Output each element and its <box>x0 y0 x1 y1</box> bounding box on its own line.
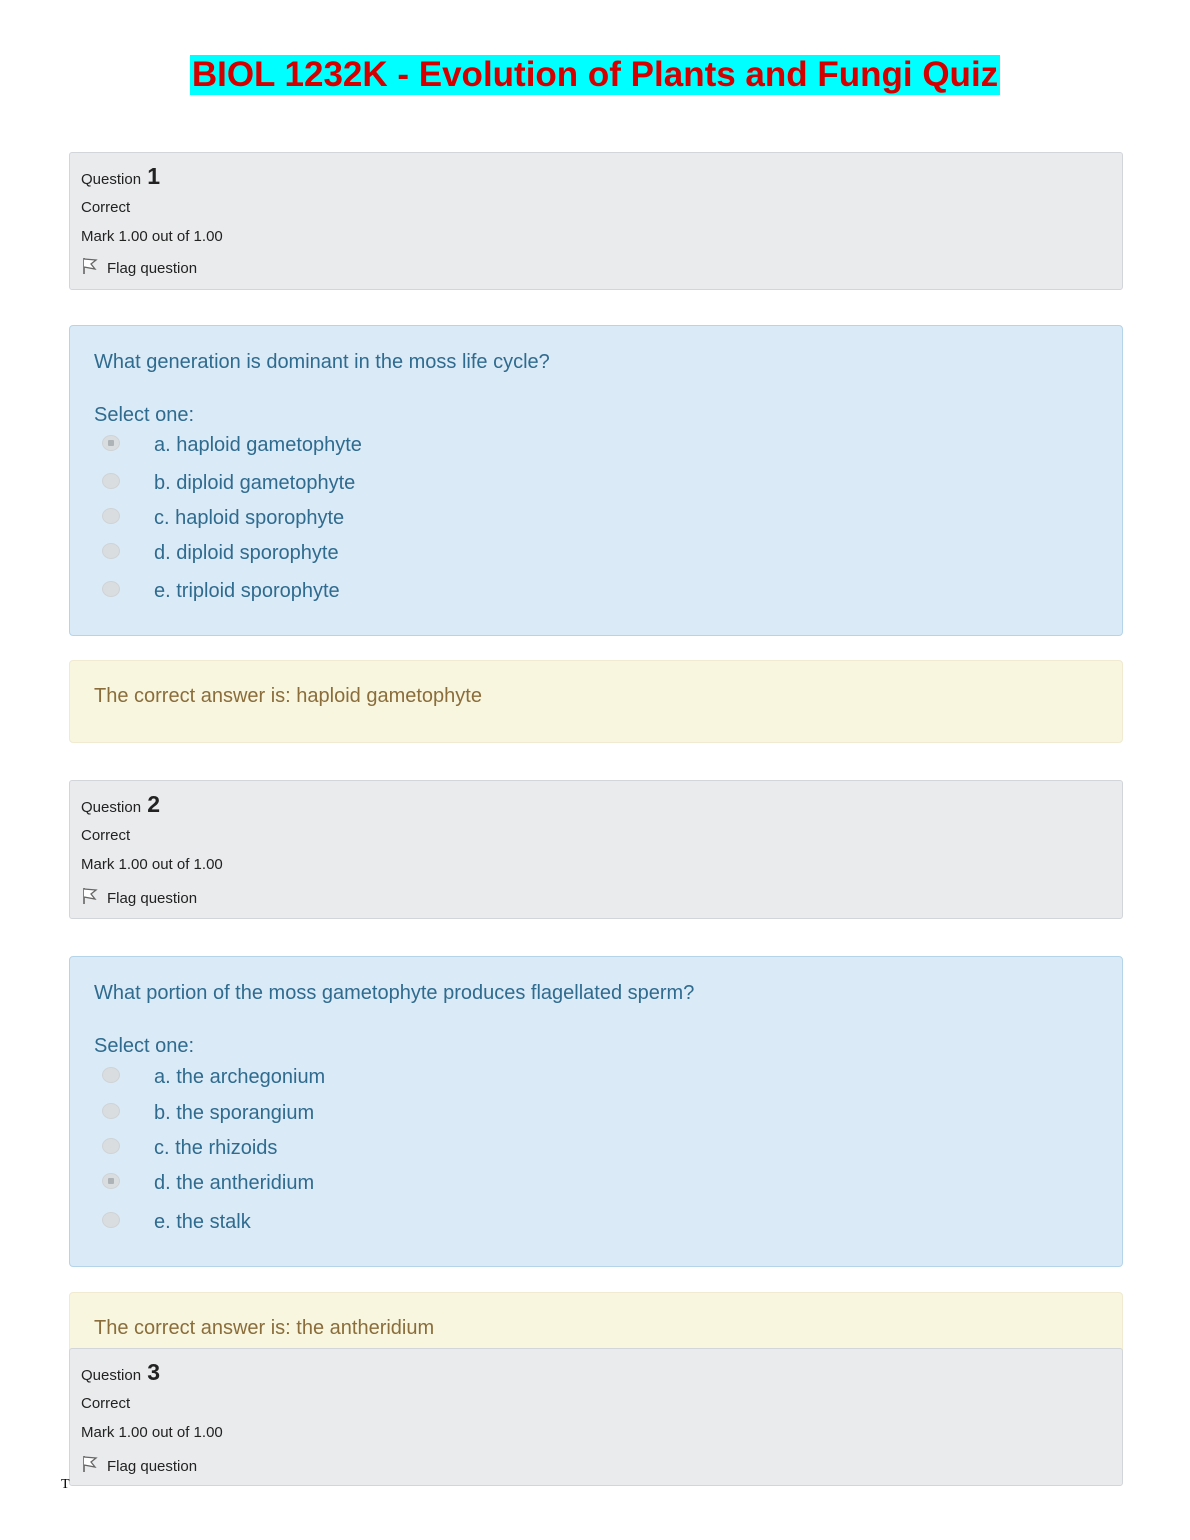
option-label: d. the antheridium <box>154 1172 315 1194</box>
page-title: BIOL 1232K - Evolution of Plants and Fungi Quiz <box>191 55 999 94</box>
radio-button[interactable] <box>102 473 120 489</box>
correct-answer-text: The correct answer is: the antheridium <box>94 1317 435 1339</box>
question-info-2 <box>69 780 1123 919</box>
radio-button[interactable] <box>102 1173 120 1189</box>
radio-button[interactable] <box>102 435 120 451</box>
radio-button[interactable] <box>102 1103 120 1119</box>
flag-question-link[interactable] <box>81 257 197 277</box>
correct-answer-text: The correct answer is: haploid gametophyte <box>94 685 482 707</box>
question-text: What portion of the moss gametophyte produces flagellated sperm? <box>94 982 695 1004</box>
flag-question-label: Flag question <box>107 1458 198 1475</box>
question-state: Correct <box>81 1395 131 1412</box>
answer-option-b[interactable] <box>70 471 1122 501</box>
flag-question-link[interactable] <box>81 887 197 907</box>
question-content-2 <box>69 956 1123 1267</box>
question-label: Question <box>81 799 142 816</box>
radio-button[interactable] <box>102 1138 120 1154</box>
answer-option-e[interactable] <box>70 1210 1122 1240</box>
question-number <box>81 1359 160 1386</box>
flag-question-link[interactable] <box>81 1455 197 1475</box>
question-content-1 <box>69 325 1123 636</box>
select-prompt: Select one: <box>94 1035 195 1057</box>
radio-button[interactable] <box>102 1067 120 1083</box>
flag-icon <box>81 1455 99 1473</box>
option-label: e. triploid sporophyte <box>154 580 340 602</box>
footer-mark: T <box>61 1477 70 1492</box>
radio-button[interactable] <box>102 581 120 597</box>
flag-question-label: Flag question <box>107 890 198 907</box>
question-grade: Mark 1.00 out of 1.00 <box>81 228 223 245</box>
question-info-1 <box>69 152 1123 290</box>
answer-option-d[interactable] <box>70 1171 1122 1201</box>
option-label: b. the sporangium <box>154 1102 315 1124</box>
option-label: c. haploid sporophyte <box>154 507 345 529</box>
flag-question-label: Flag question <box>107 260 198 277</box>
answer-option-a[interactable] <box>70 433 1122 463</box>
flag-icon <box>81 257 99 275</box>
option-label: c. the rhizoids <box>154 1137 278 1159</box>
answer-option-c[interactable] <box>70 1136 1122 1166</box>
answer-option-e[interactable] <box>70 579 1122 609</box>
radio-button[interactable] <box>102 1212 120 1228</box>
question-label: Question <box>81 171 142 188</box>
question-state: Correct <box>81 827 131 844</box>
question-number-value: 2 <box>147 791 161 817</box>
question-number-value: 1 <box>147 163 161 189</box>
option-label: b. diploid gametophyte <box>154 472 356 494</box>
flag-icon <box>81 887 99 905</box>
answer-option-d[interactable] <box>70 541 1122 571</box>
answer-option-b[interactable] <box>70 1101 1122 1131</box>
option-label: e. the stalk <box>154 1211 251 1233</box>
question-label: Question <box>81 1367 142 1384</box>
option-label: d. diploid sporophyte <box>154 542 339 564</box>
answer-option-a[interactable] <box>70 1065 1122 1095</box>
question-text: What generation is dominant in the moss life cycle? <box>94 351 550 373</box>
question-state: Correct <box>81 199 131 216</box>
question-feedback-1 <box>69 660 1123 743</box>
option-label: a. the archegonium <box>154 1066 326 1088</box>
question-number <box>81 791 160 818</box>
question-number-value: 3 <box>147 1359 161 1385</box>
question-grade: Mark 1.00 out of 1.00 <box>81 856 223 873</box>
question-info-3 <box>69 1348 1123 1486</box>
question-number <box>81 163 160 190</box>
radio-button[interactable] <box>102 508 120 524</box>
question-grade: Mark 1.00 out of 1.00 <box>81 1424 223 1441</box>
select-prompt: Select one: <box>94 404 195 426</box>
answer-option-c[interactable] <box>70 506 1122 536</box>
option-label: a. haploid gametophyte <box>154 434 362 456</box>
radio-button[interactable] <box>102 543 120 559</box>
page-title-wrap <box>0 55 1190 95</box>
